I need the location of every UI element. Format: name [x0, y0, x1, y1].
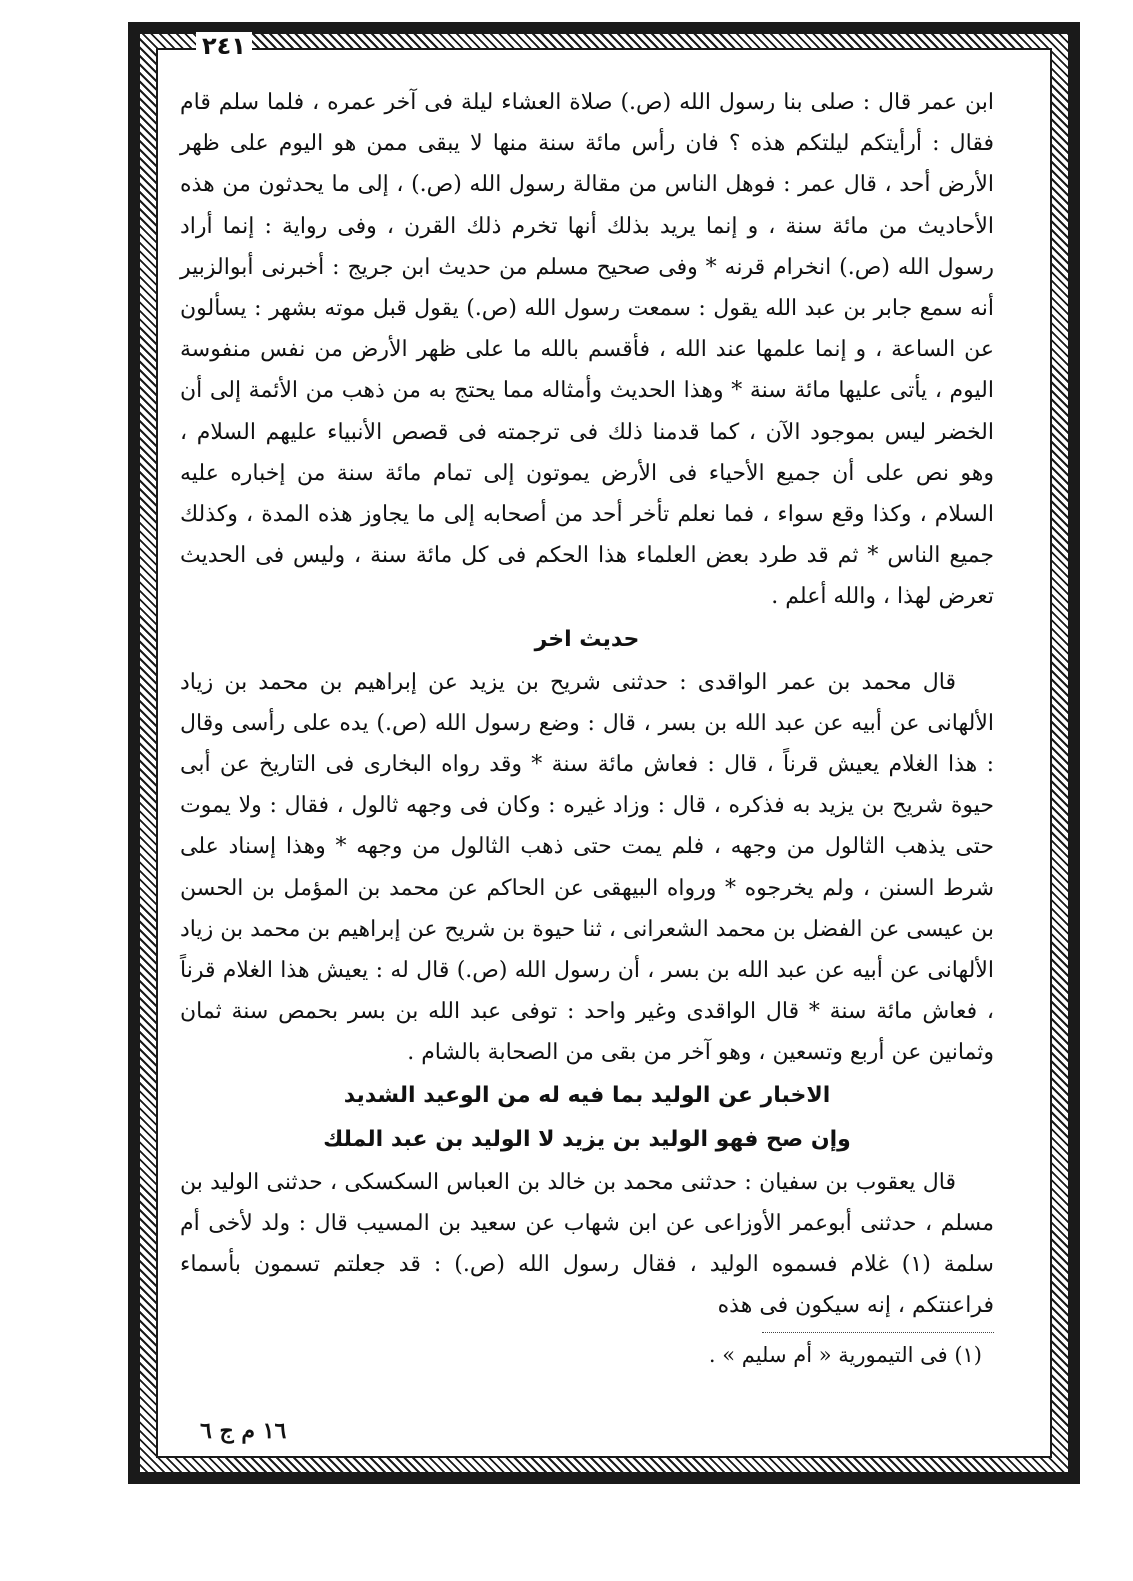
main-text	[180, 82, 994, 1373]
section-heading-3: وإن صح فهو الوليد بن يزيد لا الوليد بن عبد الملك	[323, 1126, 851, 1152]
section-heading-2: الاخبار عن الوليد بما فيه له من الوعيد الشديد	[343, 1082, 831, 1108]
page-number: ٢٤١	[196, 32, 252, 60]
footnote: (١) فى التيمورية « أم سليم » .	[708, 1343, 982, 1368]
paragraph-3: قال يعقوب بن سفيان : حدثنى محمد بن خالد بن العباس السكسكى ، حدثنى الوليد بن مسلم ، حدثنى أبوعمر الأوزاعى عن ابن شهاب عن سعيد بن المسيب قال : ولد لأخى أم سلمة (١) غلام فسموه الوليد ، فقال رسول الله (ص.) : قد جعلتم تسمون بأسماء فراعنتكم ، إنه سيكون فى هذه	[180, 1169, 994, 1319]
section-heading-1: حديث اخر	[534, 626, 640, 652]
paragraph-2: قال محمد بن عمر الواقدى : حدثنى شريح بن يزيد عن إبراهيم بن محمد بن زياد الألهانى عن أبيه عن عبد الله بن بسر ، قال : وضع رسول الله (ص.) يده على رأسى وقال : هذا الغلام يعيش قرناً ، قال : فعاش مائة سنة * وقد رواه البخارى فى التاريخ عن أبى حيوة شريح بن يزيد به فذكره ، قال : وزاد غيره : وكان فى وجهه ثالول ، فقال : ولا يموت حتى يذهب الثالول من وجهه ، فلم يمت حتى ذهب الثالول من وجهه * وهذا إسناد على شرط السنن ، ولم يخرجوه * ورواه البيهقى عن الحاكم عن محمد بن المؤمل بن الحسن بن عيسى عن الفضل بن محمد الشعرانى ، ثنا حيوة بن شريح عن إبراهيم بن محمد بن زياد الألهانى عن أبيه عن عبد الله بن بسر ، أن رسول الله (ص.) قال له : يعيش هذا الغلام قرناً ، فعاش مائة سنة * قال الواقدى وغير واحد : توفى عبد الله بن بسر بحمص سنة ثمان وثمانين عن أربع وتسعين ، وهو آخر من بقى من الصحابة بالشام .	[180, 669, 994, 1066]
signature-mark: ١٦ م ج ٦	[196, 1418, 290, 1444]
paragraph-1: ابن عمر قال : صلى بنا رسول الله (ص.) صلاة العشاء ليلة فى آخر عمره ، فلما سلم قام فقال : أرأيتكم ليلتكم هذه ؟ فان رأس مائة سنة منها لا يبقى ممن هو اليوم على ظهر الأرض أحد ، قال عمر : فوهل الناس من مقالة رسول الله (ص.) ، إلى ما يحدثون من هذه الأحاديث من مائة سنة ، و إنما يريد بذلك أنها تخرم ذلك القرن ، وفى رواية : إنما أراد رسول الله (ص.) انخرام قرنه * وفى صحيح مسلم من حديث ابن جريج : أخبرنى أبوالزبير أنه سمع جابر بن عبد الله يقول : سمعت رسول الله (ص.) يقول قبل موته بشهر : يسألون عن الساعة ، و إنما علمها عند الله ، فأقسم بالله ما على ظهر الأرض من نفس منفوسة اليوم ، يأتى عليها مائة سنة * وهذا الحديث وأمثاله مما يحتج به من ذهب من الأئمة إلى أن الخضر ليس بموجود الآن ، كما قدمنا ذلك فى ترجمته فى قصص الأنبياء عليهم السلام ، وهو نص على أن جميع الأحياء فى الأرض يموتون إلى تمام مائة سنة من إخباره عليه السلام ، وكذا وقع سواء ، فما نعلم تأخر أحد من أصحابه إلى ما يجاوز هذه المدة ، وكذلك جميع الناس * ثم قد طرد بعض العلماء هذا الحكم فى كل مائة سنة ، وليس فى الحديث تعرض لهذا ، والله أعلم .	[180, 90, 994, 610]
footnote-divider	[762, 1332, 994, 1333]
